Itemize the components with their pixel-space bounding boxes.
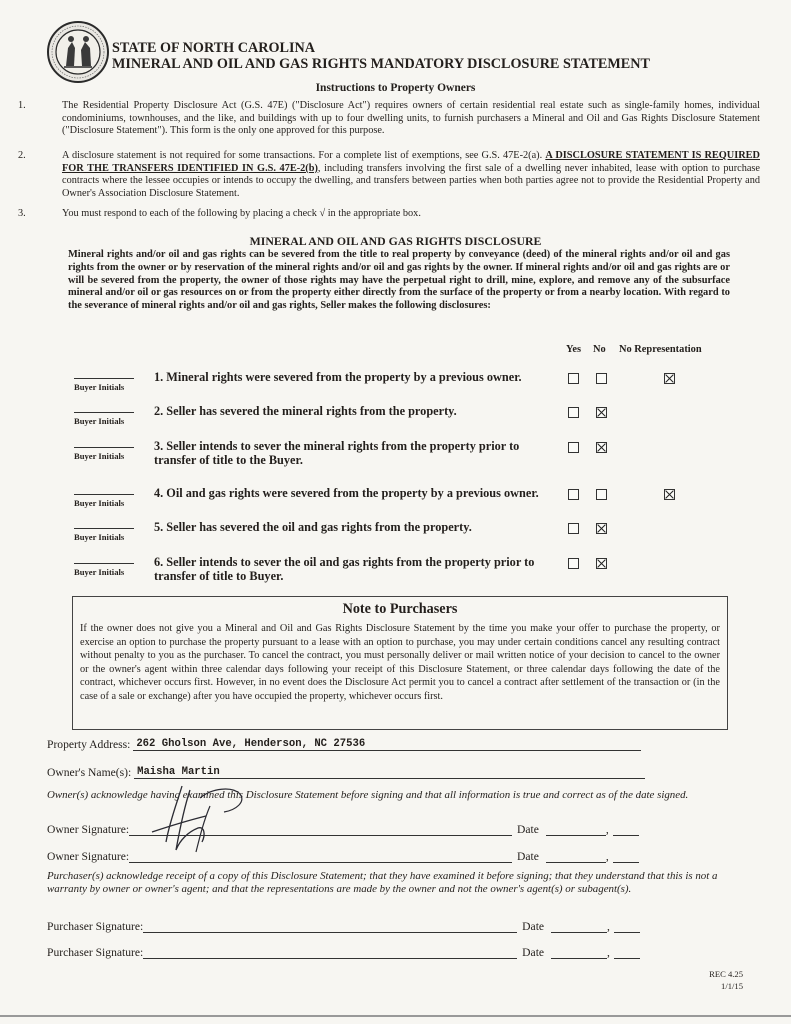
owner-acknowledgement: Owner(s) acknowledge having examined this Disclosure Statement before signing and that all information is true and correct as of the date signed. xyxy=(47,789,689,801)
state-title: STATE OF NORTH CAROLINA xyxy=(112,40,316,56)
q2-yes-checkbox[interactable] xyxy=(568,407,579,418)
q5-yes-checkbox[interactable] xyxy=(568,523,579,534)
q1-no-representation-checkbox[interactable] xyxy=(664,373,675,384)
buyer-initials-field[interactable]: Buyer Initials xyxy=(74,557,142,577)
handwritten-signature-icon xyxy=(140,780,260,860)
owner-year-field-2[interactable] xyxy=(613,850,639,863)
owner-signature-row-2: Owner Signature: Date , xyxy=(47,850,639,863)
note-body: If the owner does not give you a Mineral and Oil and Gas Rights Disclosure Statement by the time you make your offer to purchase the property, or exercise an option to purchase the property pursuant to a lease with an option to purchase, you may under certain conditions cancel any resulting contract without penalty to you as the purchaser. To cancel the contract, you must personally deliver or mail written notice of your decision to cancel to the owner or the owner's agent within three calendar days following your receipt of this Disclosure Statement, or three calendar days following the date of the contract, whichever occurs first. However, in no event does the Disclosure Act permit you to cancel a contract after settlement of the transaction or (in the case of a sale or exchange) after you have occupied the property, whichever occurs first. xyxy=(80,623,720,702)
owner-names-row xyxy=(47,766,645,779)
q4-yes-checkbox[interactable] xyxy=(568,489,579,500)
owner-date-field-2[interactable] xyxy=(546,850,606,863)
q3-no-checkbox[interactable] xyxy=(596,442,607,453)
date-label: Date xyxy=(522,946,545,959)
date-label: Date xyxy=(522,920,545,933)
owner-signature-label: Owner Signature: xyxy=(47,823,130,836)
property-address-field[interactable]: 262 Gholson Ave, Henderson, NC 27536 xyxy=(133,738,641,751)
instructions-heading: Instructions to Property Owners xyxy=(315,82,476,94)
buyer-initials-field[interactable]: Buyer Initials xyxy=(74,488,142,508)
buyer-initials-field[interactable]: Buyer Initials xyxy=(74,406,142,426)
q1-yes-checkbox[interactable] xyxy=(568,373,579,384)
owner-signature-label: Owner Signature: xyxy=(47,850,130,863)
disclosure-question-4: Buyer Initials 4. Oil and gas rights were severed from the property by a previous owner. xyxy=(74,486,734,522)
date-label: Date xyxy=(517,823,539,836)
owner-date-field-1[interactable] xyxy=(546,823,606,836)
instruction-item-1: 1. The Residential Property Disclosure Act (G.S. 47E) ("Disclosure Act") requires owners of certain residential real estate such as single-family homes, individual condominiums, townhouses, and the like, and buildings with up to four dwelling units, to furnish purchasers a Mineral and Oil and Gas Rights Disclosure Statement ("Disclosure Statement"). This form is the only one approved for this purpose. xyxy=(18,100,760,137)
disclosure-section-title: MINERAL AND OIL AND GAS RIGHTS DISCLOSURE xyxy=(249,234,542,248)
disclosure-question-1: Buyer Initials 1. Mineral rights were severed from the property by a previous owner. xyxy=(74,370,734,406)
buyer-initials-field[interactable]: Buyer Initials xyxy=(74,372,142,392)
buyer-initials-field[interactable]: Buyer Initials xyxy=(74,522,142,542)
q6-no-checkbox[interactable] xyxy=(596,558,607,569)
date-label: Date xyxy=(517,850,539,863)
column-no-representation: No Representation xyxy=(619,344,702,355)
purchaser-date-field-1[interactable] xyxy=(551,920,607,933)
disclosure-question-5: Buyer Initials 5. Seller has severed the oil and gas rights from the property. xyxy=(74,520,734,556)
purchaser-signature-label: Purchaser Signature: xyxy=(47,920,144,933)
purchaser-year-field-1[interactable] xyxy=(614,920,640,933)
disclosure-question-6: Buyer Initials 6. Seller intends to sever the oil and gas rights from the property prior to transfer of title to Buyer. xyxy=(74,555,734,591)
buyer-initials-field[interactable]: Buyer Initials xyxy=(74,441,142,461)
purchaser-signature-field-2[interactable] xyxy=(143,946,517,959)
disclosure-question-3: Buyer Initials 3. Seller intends to sever the mineral rights from the property prior to transfer of title to the Buyer. xyxy=(74,439,734,475)
instruction-item-3: 3. You must respond to each of the following by placing a check √ in the appropriate box. xyxy=(18,208,421,219)
form-title: MINERAL AND OIL AND GAS RIGHTS MANDATORY DISCLOSURE STATEMENT xyxy=(112,56,650,72)
form-date: 1/1/15 xyxy=(721,981,743,991)
page-bottom-edge xyxy=(0,1015,791,1017)
note-title: Note to Purchasers xyxy=(342,601,458,617)
purchaser-year-field-2[interactable] xyxy=(614,946,640,959)
owner-names-label: Owner's Name(s): xyxy=(47,766,132,779)
disclosure-question-2: Buyer Initials 2. Seller has severed the mineral rights from the property. xyxy=(74,404,734,440)
q6-yes-checkbox[interactable] xyxy=(568,558,579,569)
property-address-row xyxy=(47,738,641,751)
purchaser-acknowledgement: Purchaser(s) acknowledge receipt of a copy of this Disclosure Statement; that they have examined it before signing; that they understand that this is not a warranty by owner or owner's agent; and that the representations are made by the owner and not the owner's agent(s) or subagent(s). xyxy=(47,870,718,896)
disclosure-paragraph: Mineral rights and/or oil and gas rights can be severed from the title to real property by conveyance (deed) of the mineral rights and/or oil and gas rights from the owner or by reservation of the mineral rights and/or oil and gas rights by the owner. If mineral rights and/or oil and gas rights are or will be severed from the property, the owner of those rights may have the perpetual right to drill, mine, explore, and remove any of the subsurface mineral and/or oil or gas resources on or from the property either directly from the surface of the property or from a nearby location. With regard to the severance of mineral rights and/or oil and gas rights, Seller makes the following disclosures: xyxy=(68,249,730,312)
q4-no-checkbox[interactable] xyxy=(596,489,607,500)
purchaser-date-field-2[interactable] xyxy=(551,946,607,959)
q4-no-representation-checkbox[interactable] xyxy=(664,489,675,500)
property-address-label: Property Address: xyxy=(47,738,131,751)
column-yes: Yes xyxy=(566,344,582,355)
instruction-item-2: 2. A disclosure statement is not required for some transactions. For a complete list of exemptions, see G.S. 47E-2(a). A DISCLOSURE STATEMENT IS REQUIRED FOR THE TRANSFERS IDENTIFIED IN G.S. 47E-2(b), including transfers involving the first sale of a dwelling never inhabited, lease with option to purchase contracts where the lessee occupies or intends to occupy the dwelling, and transfers between parties when both parties agree not to provide the Residential Property and Owner's Association Disclosure Statement. xyxy=(18,150,760,199)
purchaser-signature-row-1: Purchaser Signature: Date , xyxy=(47,920,640,933)
q3-yes-checkbox[interactable] xyxy=(568,442,579,453)
q2-no-checkbox[interactable] xyxy=(596,407,607,418)
purchaser-signature-label: Purchaser Signature: xyxy=(47,946,144,959)
owner-names-field[interactable]: Maisha Martin xyxy=(134,766,645,779)
owner-year-field-1[interactable] xyxy=(613,823,639,836)
q1-no-checkbox[interactable] xyxy=(596,373,607,384)
owner-signature-row-1: Owner Signature: Date , xyxy=(47,823,639,836)
required-transfers-emphasis: A DISCLOSURE STATEMENT IS REQUIRED FOR THE TRANSFERS IDENTIFIED IN G.S. 47E-2(b) xyxy=(62,150,760,174)
purchaser-signature-field-1[interactable] xyxy=(143,920,517,933)
nc-seal-icon xyxy=(46,20,110,84)
note-to-purchasers-box xyxy=(72,596,728,730)
form-code: REC 4.25 xyxy=(709,969,743,979)
column-no: No xyxy=(593,344,606,355)
q5-no-checkbox[interactable] xyxy=(596,523,607,534)
purchaser-signature-row-2: Purchaser Signature: Date , xyxy=(47,946,640,959)
form-id xyxy=(709,968,743,992)
